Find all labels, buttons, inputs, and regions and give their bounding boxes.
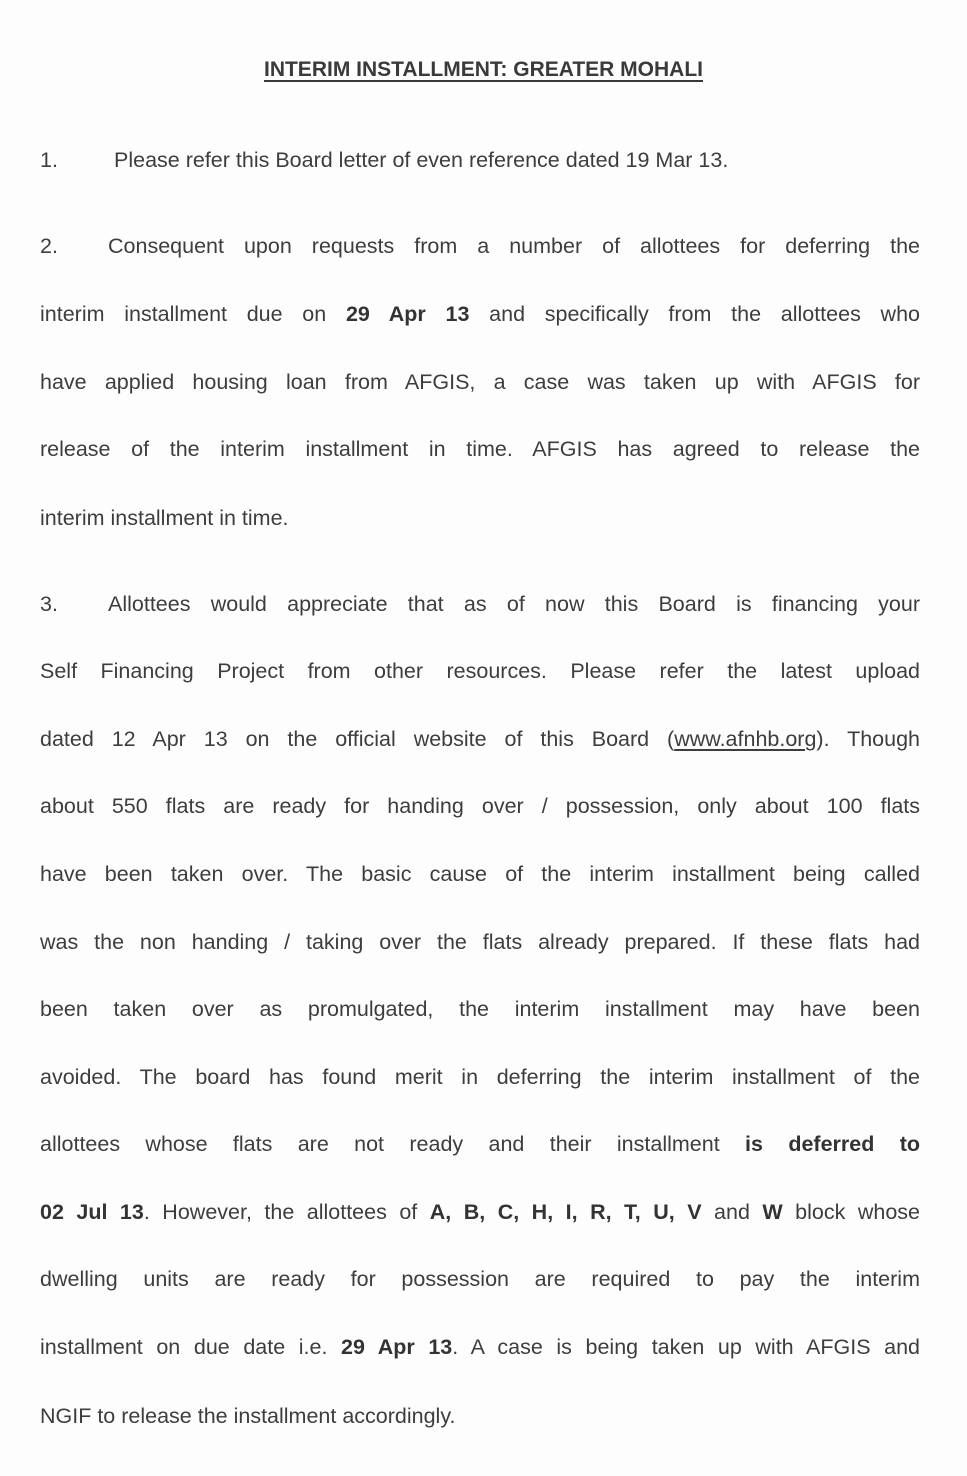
text-run: . A case is being taken up with AFGIS and [452,1335,921,1359]
paragraph-3-line-3 [40,725,920,753]
paragraph-2-line-2 [40,300,920,328]
paragraph-number: 2. [40,234,58,258]
text-run: was the non handing / taking over the flats already prepared. If these flats had [40,930,920,954]
website-link[interactable]: www.afnhb.org [674,727,817,751]
text-run: been taken over as promulgated, the interim installment may have been [40,997,920,1021]
text-run: and [701,1200,763,1224]
document-title [0,58,967,82]
paragraph-3-line-11 [40,1265,920,1293]
paragraph-1-line-1 [40,146,920,174]
text-run: have applied housing loan from AFGIS, a case was taken up with AFGIS for [40,370,920,394]
bold-blocks: A, B, C, H, I, R, T, U, V [429,1200,702,1224]
paragraph-2-line-4 [40,435,920,463]
paragraph-3-line-2 [40,657,920,685]
bold-date: 02 Jul 13 [40,1200,144,1224]
bold-block-w: W [762,1200,783,1224]
title-text: INTERIM INSTALLMENT: GREATER MOHALI [263,58,704,81]
text-run: . However, the allottees of [143,1200,430,1224]
paragraph-3-line-8 [40,1063,920,1091]
paragraph-2-line-1 [40,232,920,260]
paragraph-3-line-10 [40,1198,920,1226]
paragraph-2-line-3 [40,368,920,396]
paragraph-number: 3. [40,592,58,616]
text-run: NGIF to release the installment accordingly. [40,1404,456,1428]
paragraph-3-line-5 [40,860,920,888]
text-run: interim installment due on [40,302,346,326]
text-run: allottees whose flats are not ready and their installment [40,1132,746,1156]
bold-date: 29 Apr 13 [341,1335,453,1359]
paragraph-2-line-5 [40,504,920,532]
text-run: dwelling units are ready for possession are required to pay the interim [40,1267,920,1291]
paragraph-3-line-1 [40,590,920,618]
text-run: Self Financing Project from other resources. Please refer the latest upload [40,659,920,683]
text-run: release of the interim installment in time. AFGIS has agreed to release the [40,437,920,461]
text-run: and specifically from the allottees who [469,302,920,326]
paragraph-3-line-12 [40,1333,920,1361]
text-run: have been taken over. The basic cause of the interim installment being called [40,862,920,886]
text-run: interim installment in time. [40,506,289,530]
text-run: avoided. The board has found merit in deferring the interim installment of the [40,1065,920,1089]
paragraph-3-line-7 [40,995,920,1023]
text-run: block whose [782,1200,920,1224]
text-run: dated 12 Apr 13 on the official website of this Board ( [40,727,675,751]
paragraph-3-line-13 [40,1402,920,1430]
text-run: Allottees would appreciate that as of now this Board is financing your [108,592,920,616]
text-run: ). Though [816,727,920,751]
text-run: about 550 flats are ready for handing over / possession, only about 100 flats [40,794,920,818]
text-run: installment on due date i.e. [40,1335,342,1359]
bold-date: 29 Apr 13 [345,302,470,326]
text-run: Please refer this Board letter of even reference dated 19 Mar 13. [114,148,729,172]
paragraph-3-line-9 [40,1130,920,1158]
text-run: Consequent upon requests from a number of allottees for deferring the [108,234,920,258]
bold-text: is deferred to [745,1132,920,1156]
paragraph-3-line-4 [40,792,920,820]
paragraph-number: 1. [40,148,58,172]
paragraph-3-line-6 [40,928,920,956]
